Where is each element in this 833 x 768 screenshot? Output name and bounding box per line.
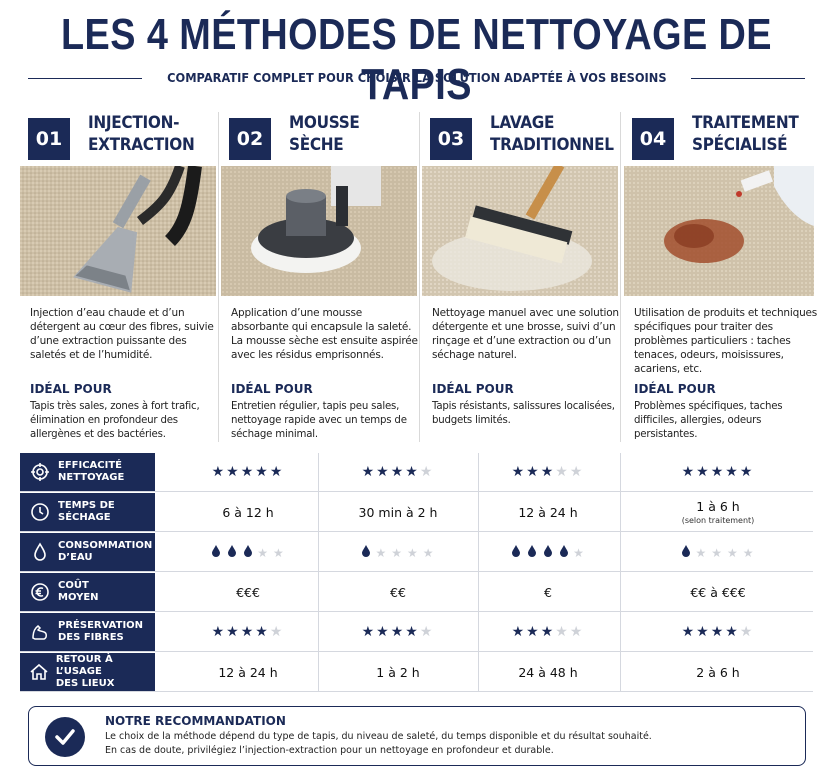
- table-cell: [168, 493, 328, 531]
- divider: [28, 78, 142, 79]
- ideal-text: Tapis très sales, zones à fort trafic, élimination en profondeur des allergènes et des bactéries.: [30, 401, 200, 440]
- table-row: [20, 613, 813, 652]
- divider: [419, 112, 420, 442]
- method-title: INJECTION- EXTRACTION: [88, 113, 195, 155]
- method-title: TRAITEMENT SPÉCIALISÉ: [692, 113, 799, 155]
- table-cell: [168, 573, 328, 611]
- injection-extraction-photo: [20, 166, 216, 296]
- table-cell: [319, 453, 477, 491]
- table-cell: [478, 613, 618, 651]
- table-cell: [319, 653, 477, 691]
- page-title: LES 4 MÉTHODES DE NETTOYAGE DE TAPIS: [60, 10, 772, 109]
- method-description: Injection d’eau chaude et d’un détergent au cœur des fibres, suivie d’une extraction puissante des saletés et de l’humidité.: [30, 307, 214, 361]
- cell-value: 12 à 24 h: [518, 504, 578, 520]
- divider: [691, 78, 805, 79]
- arm-strength-icon: [24, 622, 56, 642]
- cell-note: (selon traitement): [681, 516, 755, 525]
- table-cell: [478, 493, 618, 531]
- divider: [478, 453, 479, 691]
- star-rating: ★★★★★: [511, 464, 585, 480]
- ideal-label: IDÉAL POUR: [432, 382, 514, 396]
- ideal-text: Entretien régulier, tapis peu sales, nettoyage rapide avec un temps de séchage minimal.: [231, 401, 407, 440]
- ideal-label: IDÉAL POUR: [30, 382, 112, 396]
- method-description: Application d’une mousse absorbante qui encapsule la saleté. La mousse sèche est ensuite aspirée avec les résidus emprisonnés.: [231, 307, 418, 361]
- row-label: PRÉSERVATION DES FIBRES: [20, 613, 155, 651]
- divider: [218, 112, 219, 442]
- table-row: [20, 453, 813, 492]
- recommendation-title: NOTRE RECOMMANDATION: [105, 714, 286, 728]
- ideal-label: IDÉAL POUR: [634, 382, 716, 396]
- table-cell: [623, 573, 813, 611]
- table-cell: [168, 613, 328, 651]
- method-number: 01: [28, 118, 70, 160]
- method-title: MOUSSE SÈCHE: [289, 113, 360, 155]
- star-rating: ★★★★★: [211, 464, 285, 480]
- cell-value: 6 à 12 h: [222, 504, 274, 520]
- cell-value: 1 à 6 h: [696, 499, 740, 514]
- star-rating: ★★★★★: [681, 624, 755, 640]
- cell-value: 12 à 24 h: [218, 664, 278, 680]
- water-rating: ★ ★: [208, 545, 288, 560]
- divider: [620, 112, 621, 442]
- home-icon: [24, 662, 54, 682]
- method-description: Utilisation de produits et techniques spécifiques pour traiter des problèmes particuliers : taches tenaces, odeurs, moisissures, acariens, etc.: [634, 307, 818, 375]
- table-cell: [319, 573, 477, 611]
- table-cell: [168, 533, 328, 571]
- row-label: COÛT MOYEN: [20, 573, 155, 611]
- clock-icon: [24, 502, 56, 522]
- table-cell: [168, 653, 328, 691]
- star-rating: ★★★★★: [211, 624, 285, 640]
- star-rating: ★★★★★: [511, 624, 585, 640]
- method-card-injection: [20, 112, 216, 440]
- method-number: 04: [632, 118, 674, 160]
- table-cell: [319, 613, 477, 651]
- table-cell: [478, 653, 618, 691]
- table-row: [20, 573, 813, 612]
- method-description: Nettoyage manuel avec une solution détergente et une brosse, suivi d’un rinçage et d’une extraction ou d’un séchage naturel.: [432, 307, 619, 361]
- table-cell: [623, 653, 813, 691]
- table-cell: [623, 493, 813, 531]
- cell-value: €: [544, 584, 552, 600]
- star-rating: ★★★★★: [361, 624, 435, 640]
- water-drop-icon: [24, 542, 56, 562]
- divider: [318, 453, 319, 691]
- checkmark-icon: [45, 717, 85, 757]
- recommendation-text: Le choix de la méthode dépend du type de tapis, du niveau de saleté, du temps disponible et du résultat souhaité. En cas de doute, privilégiez l’injection-extraction pour un nettoyage en profondeur et durable.: [105, 731, 652, 756]
- table-row: [20, 493, 813, 532]
- cell-value: €€ à €€€: [690, 584, 746, 600]
- water-rating: ★ ★ ★ ★: [678, 545, 757, 560]
- water-rating: ★: [508, 545, 588, 560]
- ideal-text: Tapis résistants, salissures localisées, budgets limités.: [432, 401, 615, 426]
- euro-icon: [24, 582, 56, 602]
- ideal-text: Problèmes spécifiques, taches difficiles, allergies, odeurs persistantes.: [634, 401, 783, 440]
- method-card-lavage: [422, 112, 619, 426]
- row-label: TEMPS DE SÉCHAGE: [20, 493, 155, 531]
- divider: [620, 453, 621, 691]
- table-cell: [478, 453, 618, 491]
- brush-washing-photo: [422, 166, 618, 296]
- cell-value: €€: [390, 584, 406, 600]
- method-number: 03: [430, 118, 472, 160]
- star-rating: ★★★★★: [681, 464, 755, 480]
- cell-value: 24 à 48 h: [518, 664, 578, 680]
- method-number: 02: [229, 118, 271, 160]
- row-label: CONSOMMATION D’EAU: [20, 533, 155, 571]
- cell-value: €€€: [236, 584, 260, 600]
- method-card-traitement: [624, 112, 820, 440]
- cell-value: 2 à 6 h: [696, 664, 740, 680]
- cell-value: 30 min à 2 h: [358, 504, 438, 520]
- table-row: [20, 533, 813, 572]
- subtitle-row: [28, 68, 805, 88]
- star-rating: ★★★★★: [361, 464, 435, 480]
- method-title: LAVAGE TRADITIONNEL: [490, 113, 614, 155]
- page-subtitle: COMPARATIF COMPLET POUR CHOISIR LA SOLUTION ADAPTÉE À VOS BESOINS: [166, 71, 667, 85]
- recommendation-box: [28, 706, 806, 766]
- table-cell: [623, 533, 813, 571]
- ideal-label: IDÉAL POUR: [231, 382, 313, 396]
- table-cell: [478, 533, 618, 571]
- cell-value: 1 à 2 h: [376, 664, 420, 680]
- table-cell: [319, 493, 477, 531]
- table-cell: [478, 573, 618, 611]
- dry-foam-machine-photo: [221, 166, 417, 296]
- table-row: [20, 653, 813, 692]
- water-rating: ★ ★ ★ ★: [358, 545, 437, 560]
- method-card-mousse: [221, 112, 418, 440]
- target-icon: [24, 462, 56, 482]
- table-cell: [623, 613, 813, 651]
- stain-treatment-photo: [624, 166, 820, 296]
- table-cell: [168, 453, 328, 491]
- row-label: RETOUR À L’USAGE DES LIEUX: [20, 653, 155, 691]
- table-cell: [319, 533, 477, 571]
- row-label: EFFICACITÉ NETTOYAGE: [20, 453, 155, 491]
- table-cell: [623, 453, 813, 491]
